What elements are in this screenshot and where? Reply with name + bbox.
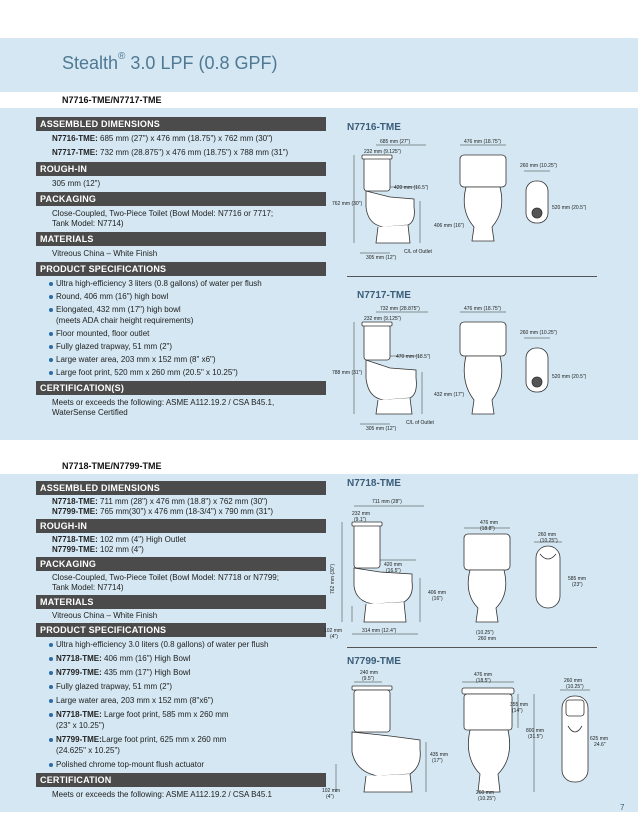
spec-item: Ultra high-efficiency 3 liters (0.8 gallons) of water per flush [36,278,326,291]
dim-585-in: (23") [572,582,583,588]
dim-232: 232 mm [352,511,371,517]
dim-625: 625 mm [590,736,609,742]
diagram-n7799 [322,668,612,806]
dim-top-260-in: (10.25") [566,684,584,690]
diagram-n7718 [322,494,612,642]
dim-420-in: (16.5") [386,568,401,574]
dim-top-260: 260 mm [538,532,557,538]
spec-list [36,637,326,773]
diagram-n7716 [330,135,600,265]
page-title: Stealth® 3.0 LPF (0.8 GPF) [62,51,278,73]
dim-102: 102 mm [324,628,343,634]
centerline-label: C/L of Outlet [404,249,432,255]
dim-314: 314 mm (12.4") [362,628,397,634]
dim-260: 260 mm (10.25") [520,163,558,169]
dim-788: 788 mm (31") [332,370,363,376]
materials-value: Vitreous China – White Finish [52,249,158,258]
dim-420: 420 mm (16.5") [394,185,429,191]
dim-800-in: (31.5") [528,734,543,740]
dim-476: 476 mm [474,672,493,678]
toilet-top-view [536,546,560,608]
rough-in-line: N7799-TME: 102 mm (4") [52,545,144,554]
spec-item: Elongated, 432 mm (17") high bowl [36,304,326,316]
assembled-dimensions-header: ASSEMBLED DIMENSIONS [36,481,326,495]
spec-item: Large water area, 203 mm x 152 mm (8"x6") [36,695,326,709]
dim-435-in: (17") [432,758,443,764]
toilet-front-view [460,322,506,414]
spec-item: Fully glazed trapway, 51 mm (2") [36,681,326,695]
page-number: 7 [620,803,625,812]
dim-435: 435 mm [430,752,449,758]
dim-476-in: (18.5") [476,678,491,684]
dim-520: 520 mm (20.5") [552,205,587,211]
spec-item: N7718-TME: Large foot print, 585 mm x 260 mm [36,709,326,721]
toilet-side-view [352,686,420,792]
dim-232: 232 mm (9.125") [364,149,402,155]
spec-item: Ultra high-efficiency 3.0 liters (0.8 gallons) of water per flush [36,639,326,653]
spec-item: Large foot print, 520 mm x 260 mm (20.5" x 10.25") [36,367,326,379]
dim-355-in: (14") [512,708,523,714]
centerline-label: C/L of Outlet [406,420,434,426]
toilet-side-view [362,322,416,414]
dimension-line: N7718-TME: 711 mm (28") x 476 mm (18.8") x 762 mm (30") [52,497,268,506]
packaging-header: PACKAGING [36,192,326,206]
spec-list [36,276,326,381]
product-specifications-header: PRODUCT SPECIFICATIONS [36,262,326,276]
dim-232-in: (9.1") [354,517,367,523]
diagram-title-n7717: N7717-TME [357,290,411,301]
certification-text: Meets or exceeds the following: ASME A112.19.2 / CSA B45.1, WaterSense Certified [52,398,275,417]
diagram-divider [347,647,597,648]
spec-item: N7718-TME: 406 mm (16") High Bowl [36,653,326,667]
toilet-top-view [562,696,588,782]
dim-470: 470 mm (18.5") [396,354,431,360]
dim-432: 432 mm (17") [434,392,465,398]
spec-item: Large water area, 203 mm x 152 mm (8" x6") [36,354,326,367]
dim-355: 355 mm [510,702,529,708]
dim-406-in: (16") [432,596,443,602]
packaging-text: Close-Coupled, Two-Piece Toilet (Bowl Model: N7716 or 7717; Tank Model: N7714) [52,209,274,228]
dim-260: 260 mm (10.25") [520,330,558,336]
dim-260-in: (10.25") [478,796,496,802]
materials-header: MATERIALS [36,232,326,246]
spec-item-continuation: (24.625" x 10.25") [56,746,120,755]
dim-625-in: 24.6" [594,742,606,748]
section1-models: N7716-TME/N7717-TME [62,95,162,105]
dim-305: 305 mm (12") [366,426,397,432]
toilet-side-view [352,522,412,622]
rough-in-header: ROUGH-IN [36,519,326,533]
packaging-header: PACKAGING [36,557,326,571]
dimension-line: N7717-TME: 732 mm (28.875") x 476 mm (18.75") x 788 mm (31") [52,148,289,157]
spec-item: Floor mounted, floor outlet [36,328,326,341]
dim-top-260-in: (10.25") [540,538,558,544]
dim-top-260: 260 mm [564,678,583,684]
dim-476: 476 mm (18.75") [464,306,502,312]
spec-item: Round, 406 mm (16") high bowl [36,291,326,304]
dim-762: 762 mm (30") [332,201,363,207]
diagram-divider [347,276,597,277]
dim-476: 476 mm (18.75") [464,139,502,145]
spec-item: N7799-TME:Large foot print, 625 mm x 260 mm [36,734,326,746]
rough-in-line: N7718-TME: 102 mm (4") High Outlet [52,535,186,544]
dim-476-in: (18.8") [480,526,495,532]
toilet-front-view [460,155,506,241]
dim-585: 585 mm [568,576,587,582]
dim-406: 406 mm [428,590,447,596]
toilet-top-view [526,348,548,392]
certification-text: Meets or exceeds the following: ASME A112.19.2 / CSA B45.1 [52,790,272,799]
dim-102-in: (4") [330,634,338,640]
dim-762: 762 mm (30") [330,563,336,594]
diagram-title-n7799: N7799-TME [347,656,401,667]
dim-240: 240 mm [360,670,379,676]
dim-232: 232 mm (9.125") [364,316,402,322]
dim-305: 305 mm (12") [366,255,397,261]
dim-800: 800 mm [526,728,545,734]
rough-in-value: 305 mm (12") [52,179,101,188]
spec-item: Polished chrome top-mount flush actuator [36,759,326,771]
dim-711: 711 mm (28") [372,499,402,505]
packaging-text: Close-Coupled, Two-Piece Toilet (Bowl Model: N7718 or N7799; Tank Model: N7714) [52,573,279,592]
certification-header: CERTIFICATION(S) [36,381,326,395]
toilet-front-view [462,688,514,792]
toilet-side-view [362,155,414,243]
materials-value: Vitreous China – White Finish [52,611,158,620]
dim-260-in: (10.25") [476,630,494,636]
product-specifications-header: PRODUCT SPECIFICATIONS [36,623,326,637]
dim-260: 260 mm [478,636,497,642]
dim-476: 476 mm [480,520,499,526]
rough-in-header: ROUGH-IN [36,162,326,176]
dim-420: 420 mm [384,562,403,568]
spec-item-continuation: (meets ADA chair height requirements) [56,316,194,325]
section2-models: N7718-TME/N7799-TME [62,461,162,471]
dim-685: 685 mm (27") [380,139,411,145]
dimension-line: N7799-TME: 765 mm(30") x 476 mm (18-3/4") x 790 mm (31") [52,507,274,516]
materials-header: MATERIALS [36,595,326,609]
toilet-front-view [464,534,510,622]
dim-102-in: (4") [326,794,334,800]
section2-specs [36,481,326,803]
certification-header: CERTIFICATION [36,773,326,787]
dim-732: 732 mm (28.875") [380,306,420,312]
assembled-dimensions-header: ASSEMBLED DIMENSIONS [36,117,326,131]
toilet-top-view [526,181,548,223]
dim-240-in: (9.5") [362,676,375,682]
dim-260: 260 mm [476,790,495,796]
spec-item: N7799-TME: 435 mm (17") High Bowl [36,667,326,681]
dim-102: 102 mm [322,788,341,794]
dim-406: 406 mm (16") [434,223,465,229]
diagram-n7717 [330,302,600,437]
section1-specs [36,117,326,421]
spec-item: Fully glazed trapway, 51 mm (2") [36,341,326,354]
dim-520: 520 mm (20.5") [552,374,587,380]
spec-item-continuation: (23" x 10.25") [56,721,105,730]
diagram-title-n7718: N7718-TME [347,478,401,489]
dimension-line: N7716-TME: 685 mm (27") x 476 mm (18.75") x 762 mm (30") [52,134,273,143]
diagram-title-n7716: N7716-TME [347,122,401,133]
